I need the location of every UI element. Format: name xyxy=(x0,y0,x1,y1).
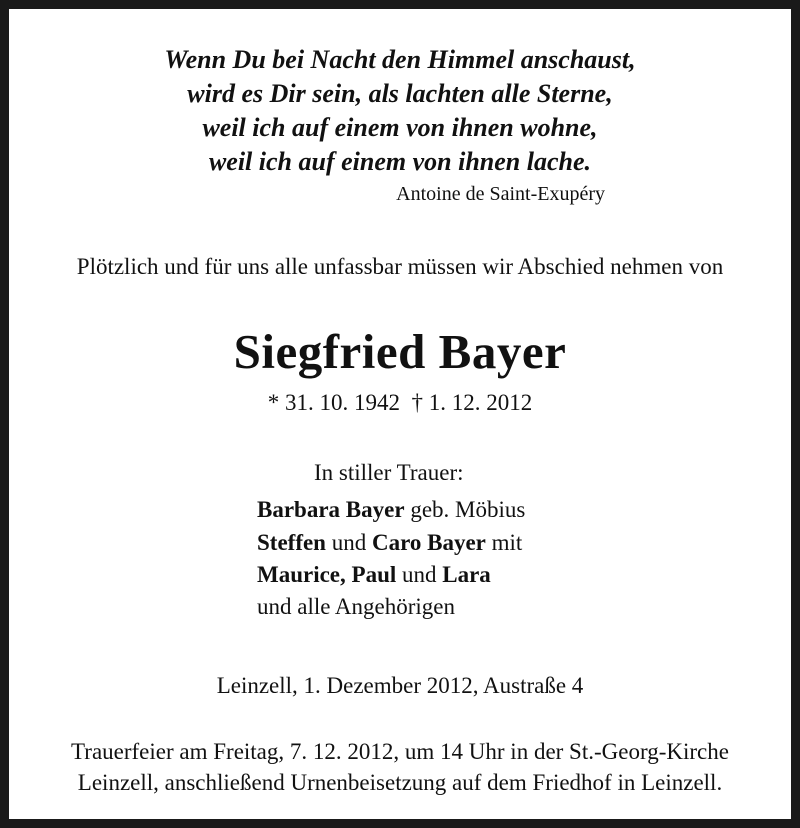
intro-text: Plötzlich und für uns alle unfassbar müssen wir Abschied nehmen von xyxy=(76,254,724,279)
service-line-1: Trauerfeier am Freitag, 7. 12. 2012, um 14 Uhr in der St.-Georg-Kirche xyxy=(71,739,729,764)
mourner-name: Maurice, Paul xyxy=(257,562,397,587)
mourner-name: Caro Bayer xyxy=(371,530,486,555)
mourner-suffix: mit xyxy=(485,530,523,555)
service-line-2: Leinzell, anschließend Urnenbeisetzung auf dem Friedhof in Leinzell. xyxy=(77,770,723,795)
mourner-connector: und xyxy=(325,530,372,555)
quote-line-1: Wenn Du bei Nacht den Himmel anschaust, xyxy=(164,45,636,74)
mourner-line-1 xyxy=(257,497,525,523)
place-date: Leinzell, 1. Dezember 2012, Austraße 4 xyxy=(216,673,584,698)
mourner-line-2 xyxy=(257,530,522,556)
mourner-connector: und xyxy=(396,562,443,587)
mourner-line-3 xyxy=(257,562,491,588)
mourner-name: Steffen xyxy=(257,530,326,555)
mourner-suffix: geb. Möbius xyxy=(404,497,526,522)
mourner-name: Barbara Bayer xyxy=(257,497,405,522)
quote-author: Antoine de Saint-Exupéry xyxy=(396,183,605,205)
quote-line-3: weil ich auf einem von ihnen wohne, xyxy=(202,113,598,142)
mourner-name: Lara xyxy=(442,562,491,587)
mourners-title: In stiller Trauer: xyxy=(314,460,464,485)
quote-line-2: wird es Dir sein, als lachten alle Sterne, xyxy=(187,79,613,108)
mourner-line-4: und alle Angehörigen xyxy=(257,594,456,619)
quote-line-4: weil ich auf einem von ihnen lache. xyxy=(208,147,592,176)
life-dates: * 31. 10. 1942 † 1. 12. 2012 xyxy=(267,390,533,415)
deceased-name: Siegfried Bayer xyxy=(233,324,567,379)
